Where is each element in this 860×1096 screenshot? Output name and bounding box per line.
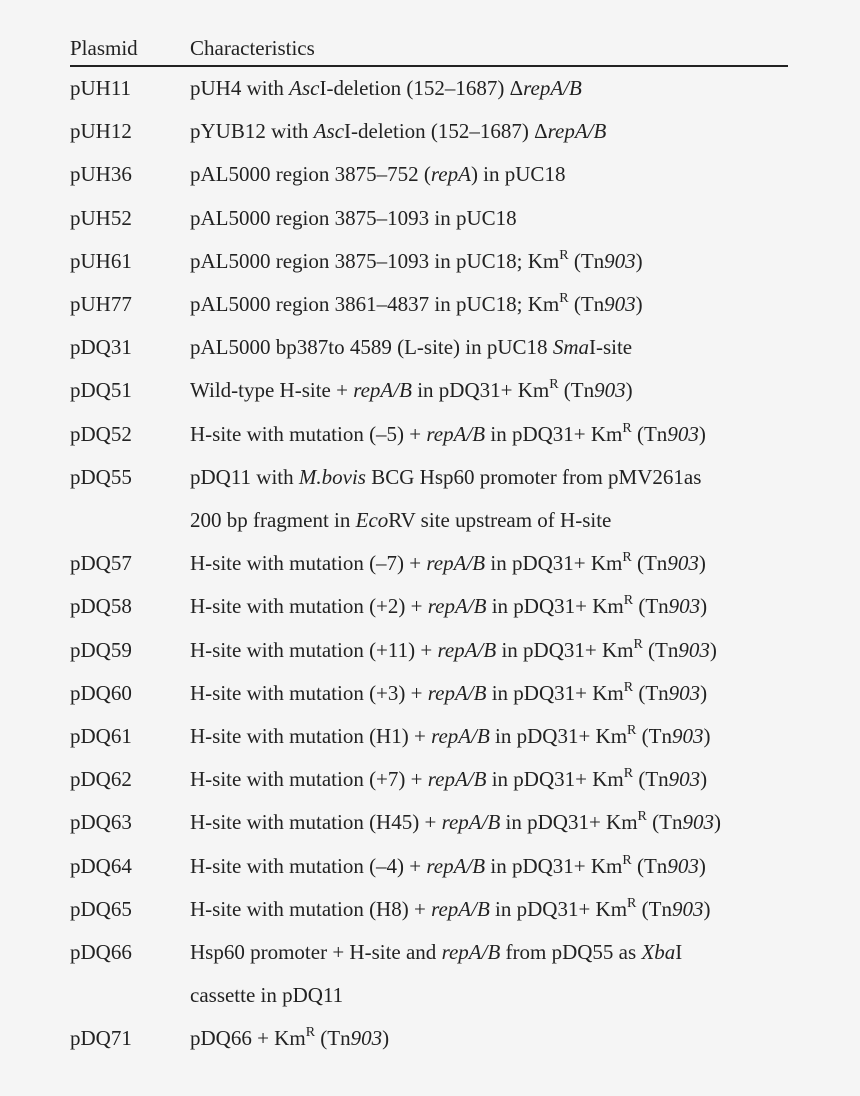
text-segment: (Tn	[315, 1026, 351, 1051]
characteristics-line	[190, 499, 788, 542]
italic-text: 903	[667, 551, 699, 576]
table-row	[70, 326, 788, 369]
italic-text: repA	[430, 162, 471, 187]
superscript-text: R	[623, 679, 634, 695]
text-segment: H-site with mutation (–4) +	[190, 853, 427, 878]
table-header	[70, 30, 788, 67]
superscript-text: R	[305, 1025, 316, 1041]
characteristics-line	[190, 67, 788, 110]
superscript-text: R	[559, 247, 569, 263]
text-segment: (Tn	[631, 421, 668, 446]
text-segment: 200 bp fragment in	[190, 508, 356, 533]
italic-text: 903	[668, 767, 701, 792]
italic-text: 903	[667, 853, 699, 878]
text-segment: Wild-type H-site +	[190, 378, 354, 403]
cell-plasmid: pUH36	[70, 162, 132, 187]
text-segment: H-site with mutation (+3) +	[190, 680, 428, 705]
text-segment: in pDQ31+ Km	[411, 378, 550, 403]
text-segment: (Tn	[636, 896, 672, 921]
italic-text: 903	[668, 680, 701, 705]
text-segment: BCG Hsp60 promoter from pMV261as	[365, 464, 702, 489]
superscript-text: R	[633, 636, 643, 652]
cell-characteristics	[190, 283, 788, 326]
cell-characteristics	[190, 1017, 788, 1060]
characteristics-line	[190, 542, 788, 585]
plasmid-table	[70, 30, 788, 1061]
table-row	[70, 413, 788, 456]
cell-plasmid: pDQ51	[70, 378, 132, 403]
characteristics-line	[190, 1017, 788, 1060]
cell-characteristics	[190, 110, 788, 153]
characteristics-line	[190, 585, 788, 628]
text-segment: H-site with mutation (+2) +	[190, 594, 428, 619]
text-segment: )	[698, 853, 706, 878]
cell-characteristics	[190, 240, 788, 283]
superscript-text: R	[559, 291, 569, 307]
superscript-text: R	[622, 420, 632, 436]
italic-text: 903	[604, 292, 636, 317]
table-row	[70, 629, 788, 672]
italic-text: repA/B	[427, 767, 487, 792]
superscript-text: R	[622, 550, 632, 566]
table-row	[70, 283, 788, 326]
text-segment: )	[698, 551, 706, 576]
text-segment: pUH4 with	[190, 76, 290, 100]
cell-characteristics	[190, 456, 788, 542]
characteristics-line	[190, 240, 788, 283]
characteristics-line	[190, 283, 788, 326]
text-segment: in pDQ31+ Km	[485, 551, 623, 576]
text-segment: )	[703, 724, 711, 749]
characteristics-line	[190, 153, 788, 196]
italic-text: Sma	[552, 335, 589, 360]
characteristics-line	[190, 326, 788, 369]
cell-characteristics	[190, 413, 788, 456]
cell-characteristics	[190, 715, 788, 758]
cell-characteristics	[190, 801, 788, 844]
table-body	[70, 67, 788, 1061]
header-plasmid: Plasmid	[70, 36, 138, 60]
text-segment: )	[700, 680, 708, 705]
table-row	[70, 240, 788, 283]
italic-text: 903	[678, 637, 710, 662]
italic-text: repA/B	[427, 594, 487, 619]
text-segment: (Tn	[633, 594, 669, 619]
italic-text: repA/B	[431, 896, 490, 921]
cell-plasmid: pUH11	[70, 76, 132, 100]
cell-characteristics	[190, 931, 788, 1017]
cell-characteristics	[190, 888, 788, 931]
superscript-text: R	[627, 723, 637, 739]
text-segment: pAL5000 region 3861–4837 in pUC18; Km	[190, 292, 560, 317]
text-segment: in pDQ31+ Km	[485, 853, 623, 878]
cell-plasmid: pDQ55	[70, 464, 132, 489]
cell-plasmid: pUH52	[70, 205, 132, 230]
italic-text: 903	[682, 810, 714, 835]
cell-characteristics	[190, 758, 788, 801]
text-segment: pAL5000 region 3875–1093 in pUC18; Km	[190, 248, 560, 273]
italic-text: repA/B	[426, 551, 486, 576]
text-segment: )	[698, 421, 706, 446]
italic-text: repA/B	[353, 378, 412, 403]
cell-plasmid: pDQ63	[70, 810, 132, 835]
italic-text: repA/B	[437, 637, 497, 662]
cell-characteristics	[190, 629, 788, 672]
table-row	[70, 197, 788, 240]
text-segment: )	[709, 637, 717, 662]
text-segment: )	[713, 810, 721, 835]
cell-characteristics	[190, 326, 788, 369]
text-segment: Hsp60 promoter + H-site and	[190, 940, 442, 965]
characteristics-line	[190, 629, 788, 672]
italic-text: 903	[604, 248, 636, 273]
superscript-text: R	[637, 809, 647, 825]
superscript-text: R	[623, 766, 634, 782]
text-segment: in pDQ31+ Km	[485, 421, 623, 446]
text-segment: (Tn	[646, 810, 683, 835]
characteristics-line	[190, 974, 788, 1017]
text-segment: (Tn	[568, 248, 605, 273]
italic-text: M.bovis	[298, 464, 366, 489]
text-segment: ) in pUC18	[470, 162, 566, 187]
cell-plasmid: pDQ66	[70, 940, 132, 965]
characteristics-line	[190, 715, 788, 758]
italic-text: Eco	[355, 508, 389, 533]
table-row	[70, 153, 788, 196]
text-segment: I-deletion (152–1687) Δ	[344, 119, 548, 144]
text-segment: pAL5000 bp387to 4589 (L-site) in pUC18	[190, 335, 553, 360]
text-segment: in pDQ31+ Km	[489, 724, 628, 749]
italic-text: 903	[668, 594, 701, 619]
characteristics-line	[190, 197, 788, 240]
italic-text: repA/B	[441, 810, 501, 835]
superscript-text: R	[549, 377, 559, 393]
italic-text: 903	[667, 421, 699, 446]
text-segment: I-site	[588, 335, 633, 360]
italic-text: 903	[671, 724, 704, 749]
text-segment: pAL5000 region 3875–1093 in pUC18	[190, 205, 517, 230]
cell-characteristics	[190, 153, 788, 196]
table-row	[70, 931, 788, 1017]
cell-plasmid: pDQ60	[70, 680, 132, 705]
characteristics-line	[190, 413, 788, 456]
table-row	[70, 67, 788, 110]
cell-plasmid: pUH77	[70, 292, 132, 317]
text-segment: pYUB12 with	[190, 119, 314, 144]
characteristics-line	[190, 456, 788, 499]
table-row	[70, 1017, 788, 1060]
text-segment: )	[700, 594, 708, 619]
text-segment: H-site with mutation (+7) +	[190, 767, 428, 792]
text-segment: H-site with mutation (–5) +	[190, 421, 427, 446]
table-row	[70, 801, 788, 844]
italic-text: repA/B	[547, 119, 607, 144]
superscript-text: R	[622, 852, 632, 868]
italic-text: repA/B	[441, 940, 501, 965]
text-segment: H-site with mutation (H8) +	[190, 896, 432, 921]
table-row	[70, 715, 788, 758]
cell-characteristics	[190, 197, 788, 240]
table-row	[70, 672, 788, 715]
characteristics-line	[190, 931, 788, 974]
header-characteristics: Characteristics	[190, 36, 315, 60]
text-segment: H-site with mutation (H1) +	[190, 724, 432, 749]
text-segment: RV site upstream of H-site	[388, 508, 612, 533]
italic-text: 903	[594, 378, 626, 403]
characteristics-line	[190, 888, 788, 931]
cell-characteristics	[190, 585, 788, 628]
text-segment: (Tn	[633, 767, 669, 792]
table-row	[70, 110, 788, 153]
table-row	[70, 585, 788, 628]
cell-characteristics	[190, 542, 788, 585]
text-segment: (Tn	[631, 551, 668, 576]
cell-plasmid: pDQ65	[70, 896, 132, 921]
italic-text: Asc	[289, 76, 320, 100]
text-segment: pDQ66 + Km	[190, 1026, 306, 1051]
italic-text: repA/B	[426, 853, 486, 878]
text-segment: in pDQ31+ Km	[500, 810, 638, 835]
text-segment: (Tn	[642, 637, 679, 662]
italic-text: Xba	[641, 940, 676, 965]
cell-plasmid: pDQ59	[70, 637, 132, 662]
cell-plasmid: pDQ71	[70, 1026, 132, 1051]
text-segment: )	[635, 292, 643, 317]
italic-text: repA/B	[431, 724, 490, 749]
text-segment: H-site with mutation (–7) +	[190, 551, 427, 576]
italic-text: 903	[671, 896, 704, 921]
text-segment: )	[635, 248, 643, 273]
cell-characteristics	[190, 369, 788, 412]
table-row	[70, 845, 788, 888]
cell-plasmid: pDQ58	[70, 594, 132, 619]
text-segment: pAL5000 region 3875–752 (	[190, 162, 431, 187]
table-row	[70, 888, 788, 931]
text-segment: I-deletion (152–1687) Δ	[319, 76, 524, 100]
cell-plasmid: pDQ52	[70, 421, 132, 446]
italic-text: repA/B	[523, 76, 582, 100]
text-segment: I	[675, 940, 683, 965]
superscript-text: R	[623, 593, 634, 609]
italic-text: repA/B	[427, 680, 487, 705]
cell-characteristics	[190, 845, 788, 888]
cell-characteristics	[190, 67, 788, 110]
table-row	[70, 542, 788, 585]
text-segment: in pDQ31+ Km	[489, 896, 628, 921]
characteristics-line	[190, 845, 788, 888]
text-segment: pDQ11 with	[190, 464, 299, 489]
cell-plasmid: pDQ64	[70, 853, 132, 878]
italic-text: 903	[350, 1026, 383, 1051]
characteristics-line	[190, 672, 788, 715]
text-segment: )	[703, 896, 711, 921]
cell-characteristics	[190, 672, 788, 715]
characteristics-line	[190, 110, 788, 153]
cell-plasmid: pDQ31	[70, 335, 132, 360]
text-segment: from pDQ55 as	[500, 940, 642, 965]
text-segment: (Tn	[568, 292, 605, 317]
text-segment: )	[700, 767, 708, 792]
cell-plasmid: pUH12	[70, 119, 132, 144]
text-segment: )	[382, 1026, 390, 1051]
text-segment: (Tn	[631, 853, 668, 878]
text-segment: in pDQ31+ Km	[486, 767, 624, 792]
text-segment: (Tn	[558, 378, 595, 403]
text-segment: H-site with mutation (+11) +	[190, 637, 438, 662]
text-segment: in pDQ31+ Km	[486, 594, 624, 619]
table-row	[70, 758, 788, 801]
characteristics-line	[190, 369, 788, 412]
table-row	[70, 369, 788, 412]
text-segment: in pDQ31+ Km	[486, 680, 624, 705]
text-segment: (Tn	[633, 680, 669, 705]
cell-plasmid: pDQ61	[70, 724, 132, 749]
text-segment: )	[625, 378, 633, 403]
cell-plasmid: pDQ62	[70, 767, 132, 792]
characteristics-line	[190, 801, 788, 844]
superscript-text: R	[627, 895, 637, 911]
cell-plasmid: pUH61	[70, 248, 132, 273]
text-segment: in pDQ31+ Km	[496, 637, 634, 662]
table-row	[70, 456, 788, 542]
italic-text: Asc	[313, 119, 345, 144]
italic-text: repA/B	[426, 421, 486, 446]
cell-plasmid: pDQ57	[70, 551, 132, 576]
text-segment: H-site with mutation (H45) +	[190, 810, 442, 835]
text-segment: cassette in pDQ11	[190, 983, 344, 1008]
characteristics-line	[190, 758, 788, 801]
text-segment: (Tn	[636, 724, 672, 749]
